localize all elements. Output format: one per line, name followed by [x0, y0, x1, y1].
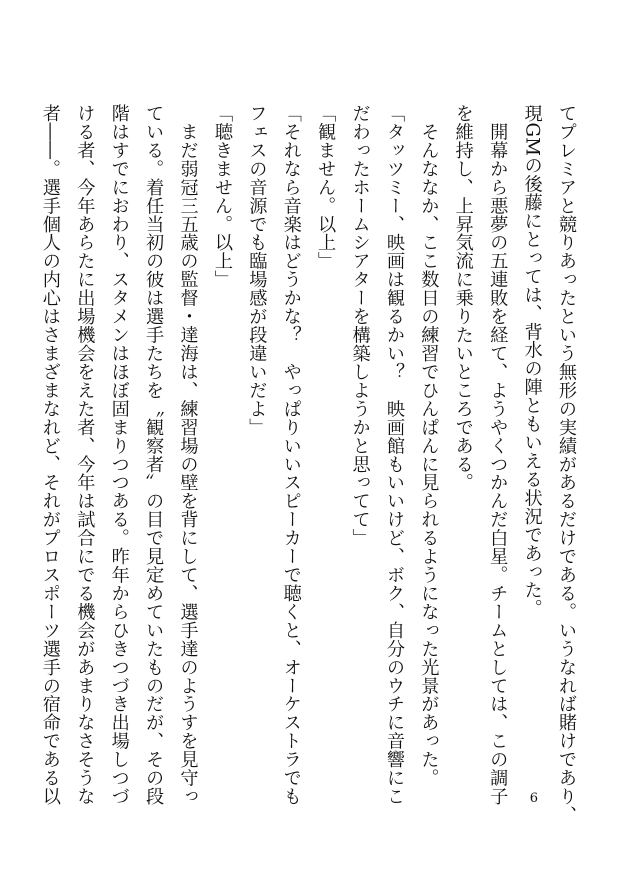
text-line: 「それなら音楽はどうかな？ やっぱりいいスピーカーで聴くと、オーケストラでも	[280, 104, 302, 806]
text-line: ている。着任当初の彼は選手たちを〝観察者〟の目で見定めていたものだが、その段	[143, 104, 165, 806]
text-line: 「観ません。以上」	[315, 104, 337, 271]
text-line: てプレミアと競りあったという無形の実績があるだけである。いうなれば賭けであり、	[556, 104, 577, 824]
text-line: フェスの音源でも臨場感が段違いだよ」	[246, 104, 268, 437]
text-line: だわったホームシアターを構築しようかと思ってて」	[349, 104, 371, 548]
body-text	[39, 104, 583, 824]
text-line: 「聴きません。以上」	[211, 104, 233, 289]
text-line: 「タッツミー、映画は観るかい？ 映画館もいいけど、ボク、自分のウチに音響にこ	[383, 104, 405, 806]
text-line: 階はすでにおわり、スタメンはほぼ固まりつつある。昨年からひきつづき出場しつづ	[108, 104, 130, 806]
text-line: 開幕から悪夢の五連敗を経て、ようやくつかんだ白星。チームとしては、この調子	[487, 104, 509, 806]
text-line: 者――。選手個人の内心はさまざまなれど、それがプロスポーツ選手の宿命である以	[39, 104, 61, 806]
text-line: 現GMの後藤にとっては、背水の陣ともいえる状況であった。	[521, 104, 543, 618]
text-line: を維持し、上昇気流に乗りたいところである。	[452, 104, 474, 492]
text-line: まだ弱冠三五歳の監督・達海は、練習場の壁を背にして、選手達のようすを見守っ	[177, 104, 199, 806]
text-line: ける者、今年あらたに出場機会をえた者、今年は試合にでる機会があまりなさそうな	[74, 104, 96, 806]
page-number: 6	[529, 791, 538, 806]
text-line: そんななか、ここ数日の練習でひんぱんに見られるようになった光景があった。	[418, 104, 440, 788]
